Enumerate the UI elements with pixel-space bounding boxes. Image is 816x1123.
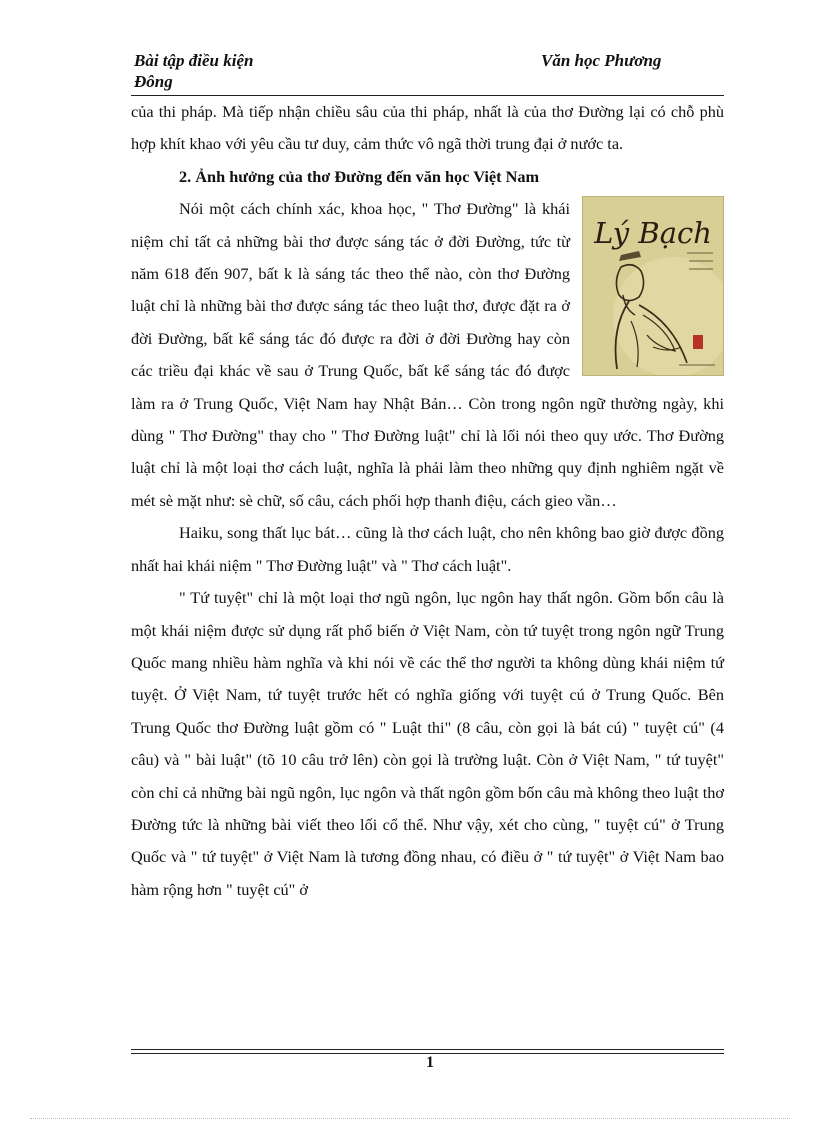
portrait-title: Lý Bạch (594, 216, 712, 251)
body-text (131, 96, 724, 906)
portrait-illustration (583, 197, 723, 375)
paragraph-haiku: Haiku, song thất lục bát… cũng là thơ cách luật, cho nên không bao giờ được đồng nhất hai khái niệm " Thơ Đường luật" và " Thơ cách luật". (131, 523, 724, 575)
section-heading: 2. Ảnh hưởng của thơ Đường đến văn học Việt Nam (179, 166, 540, 186)
paragraph-definition (131, 193, 724, 517)
header-right: Văn học Phương (541, 51, 662, 70)
header-left: Bài tập điều kiện Đông (134, 51, 254, 91)
page-number: 1 (426, 1054, 434, 1071)
paragraph-tu-tuyet: " Tứ tuyệt" chỉ là một loại thơ ngũ ngôn, lục ngôn hay thất ngôn. Gồm bốn câu là một khái niệm được sử dụng rất phổ biến ở Việt Nam, còn tứ tuyệt trong ngôn ngữ Trung Quốc mang nhiều hàm nghĩa và khi nói về các thể thơ người ta không dùng khái niệm tứ tuyệt. Ở Việt Nam, tứ tuyệt trước hết có nghĩa giống với tuyệt cú ở Trung Quốc. Bên Trung Quốc thơ Đường luật gồm có " Luật thi" (8 câu, còn gọi là bát cú) " tuyệt cú" (4 câu) và " bài luật" (tõ 10 câu trở lên) còn gọi là trường luật. Còn ở Việt Nam, " tứ tuyệt" còn chỉ cả những bài ngũ ngôn, lục ngôn và thất ngôn gồm bốn câu mà không theo luật thơ Đường tức là những bài viết theo lối cổ thể. Như vậy, xét cho cùng, " tuyệt cú" ở Trung Quốc và " tứ tuyệt" ở Việt Nam là tương đồng nhau, có điều ở " tứ tuyệt" ở Việt Nam bao hàm rộng hơn " tuyệt cú" ở (131, 588, 724, 899)
page-header (134, 50, 734, 94)
footer-rule (131, 1049, 724, 1050)
page-edge (30, 1118, 790, 1119)
paragraph-continuation: của thi pháp. Mà tiếp nhận chiều sâu của thi pháp, nhất là của thơ Đường lại có chỗ phù hợp khít khao với yêu cầu tư duy, cảm thức vô ngã thời trung đại ở nước ta. (131, 102, 724, 154)
ly-bach-portrait-image (582, 196, 724, 376)
paragraph-definition-text: Nói một cách chính xác, khoa học, " Thơ Đường" là khái niệm chỉ tất cả những bài thơ được sáng tác ở đời Đường, tức từ năm 618 đến 907, bất k là sáng tác theo thể nào, còn thơ Đường luật chỉ là những bài thơ được sáng tác theo luật thơ, được đặt ra ở đời Đường, bất kể sáng tác đó được ra đời ở đời Đường hay còn các triều đại khác về sau ở Trung Quốc, bất kể sáng tác đó được làm ra ở Trung Quốc, Việt Nam hay Nhật Bản… Còn trong ngôn ngữ thường ngày, khi dùng " Thơ Đường" thay cho " Thơ Đường luật" chỉ là lối nói theo quy ước. Thơ Đường luật chỉ là một loại thơ cách luật, nghĩa là phải làm theo những quy định nghiêm ngặt về mét sè mặt như: sè chữ, số câu, cách phối hợp thanh điệu, cách gieo vần… (131, 199, 724, 510)
